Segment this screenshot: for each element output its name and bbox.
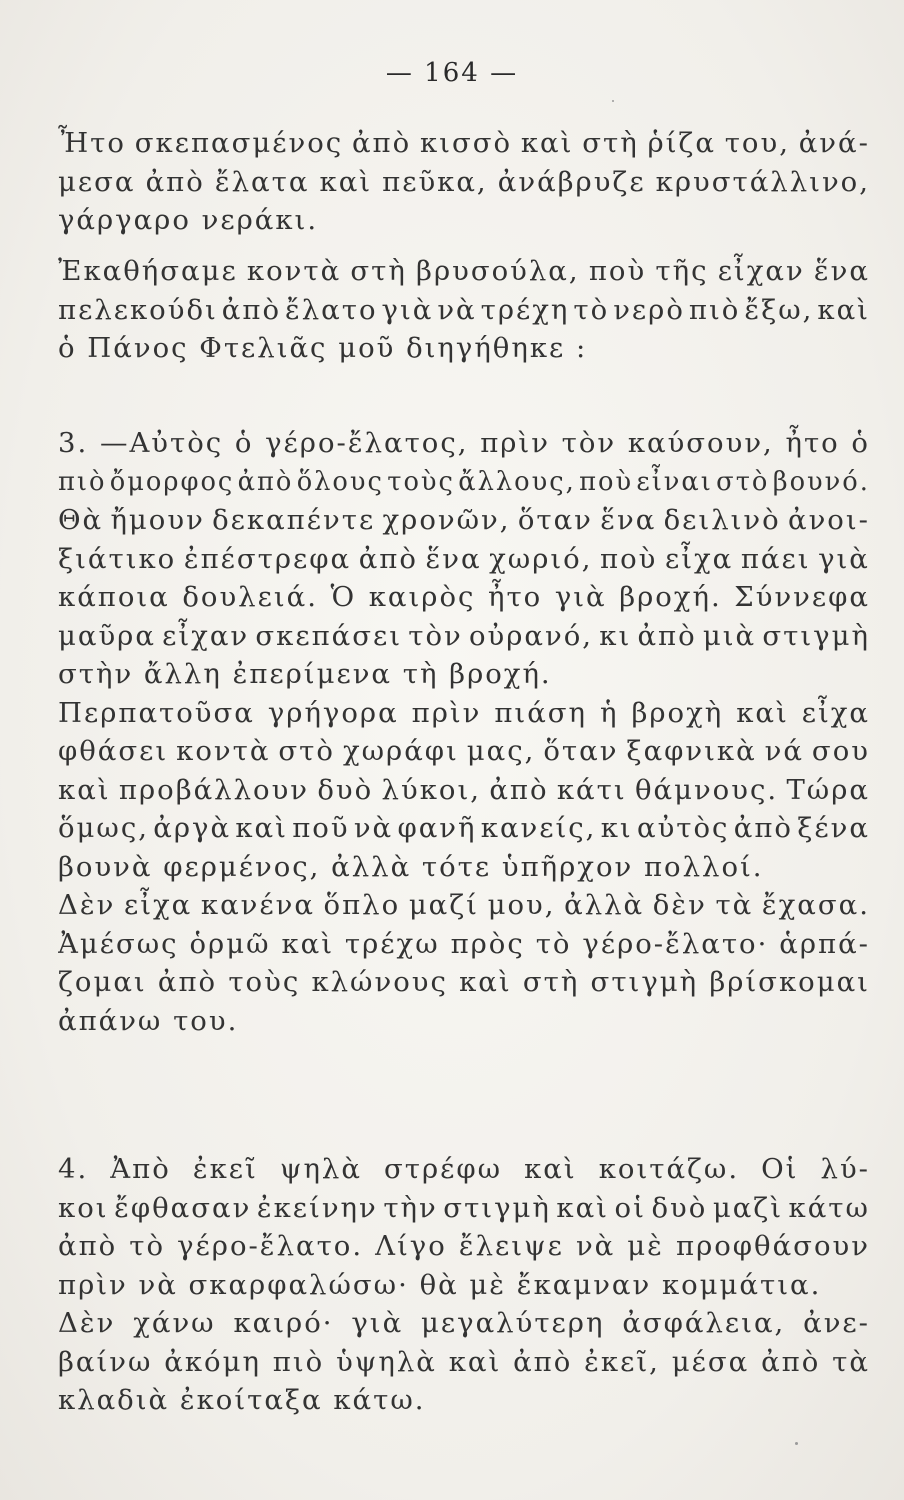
word: τὸν (408, 619, 463, 652)
word: νὰ (437, 293, 477, 326)
word: καύσουν, (627, 427, 774, 459)
word: κοντὰ (176, 735, 271, 767)
word: ψηλὰ (279, 1153, 362, 1185)
word: σου (811, 735, 870, 767)
word: Σύννεφα (734, 581, 870, 613)
text-line (58, 963, 870, 1002)
word: τῆς (655, 255, 709, 287)
word: ξιάτικο (58, 542, 177, 575)
text-line (58, 1343, 870, 1382)
word: κλώνους (311, 966, 448, 998)
text-line (58, 1189, 870, 1228)
text-line: ἀπάνω του. (58, 1004, 239, 1037)
word: Ἀμέσως (58, 927, 179, 960)
word: προφθάσουν (676, 1230, 870, 1262)
word: Οἱ (761, 1153, 799, 1185)
word: ὅταν (543, 735, 619, 767)
word: κοντὰ (246, 255, 342, 287)
word: τὸν (561, 427, 617, 459)
word: 4. (58, 1153, 89, 1185)
word: ἀπὸ (761, 1345, 821, 1378)
word: ζομαι (58, 966, 147, 998)
word: πελεκούδι (58, 293, 218, 326)
word: πάει (740, 542, 811, 575)
word: στὴ (350, 255, 407, 287)
word: ὅλους (296, 466, 384, 497)
text-line (58, 925, 870, 964)
word: ἔχασα. (761, 889, 870, 921)
word: προβάλλουν (118, 773, 310, 806)
word: αὐτὸς (637, 812, 730, 844)
word: μας, (466, 735, 536, 767)
text-line (58, 578, 870, 617)
word: κρυστάλλινο, (655, 165, 870, 198)
word: 3. (58, 427, 89, 459)
word: ἐκείνην (256, 1191, 378, 1224)
text-line (58, 732, 870, 771)
word: δυὸ (651, 1191, 708, 1224)
word: τὰ (715, 889, 754, 921)
text-line (58, 809, 870, 848)
word: πεῦκα, (382, 165, 488, 198)
word: Δὲν (58, 1307, 116, 1339)
paragraph-block-2 (58, 252, 870, 368)
word: ἐκεῖ (192, 1153, 258, 1185)
word: μεσα (58, 165, 136, 198)
word: ἤμουν (110, 504, 205, 536)
word: ὑψηλὰ (336, 1345, 437, 1378)
word: καὶ (58, 773, 111, 806)
word: ἀπὸ (358, 542, 418, 575)
word: πιὸ (272, 1345, 325, 1378)
word: ποὺ (588, 255, 647, 287)
word: οἱ (614, 1191, 646, 1224)
word: βρίσκομαι (709, 966, 870, 998)
word: στρέφω (383, 1153, 503, 1185)
word: φανῆ (397, 812, 477, 844)
word: στὸ (716, 466, 770, 497)
word: Περπατοῦσα (58, 696, 255, 729)
word: γιὰ (381, 293, 434, 326)
word: κανείς, (480, 812, 597, 844)
word: ξαφνικὰ (626, 735, 757, 767)
word: στὴ (522, 966, 580, 998)
word: μαζί (408, 889, 479, 921)
word: καὶ (524, 1153, 577, 1185)
text-line (58, 163, 870, 202)
word: ἀργὰ (153, 812, 232, 844)
word: λύκοι, (381, 773, 481, 806)
word: πρὶν (411, 696, 482, 729)
word: χάνω (133, 1307, 216, 1339)
paragraph-block-4 (58, 1150, 870, 1420)
word: πιὸ (688, 293, 741, 326)
word: σκεπάσει (255, 619, 403, 652)
word: ἕνα (600, 504, 657, 536)
text-line (58, 291, 870, 330)
word: βουνό. (772, 466, 870, 497)
word: θάμνους. (634, 773, 779, 806)
word: Θὰ (58, 504, 104, 536)
text-line (58, 1304, 870, 1343)
word: μαῦρα (58, 619, 156, 652)
paper-speck (612, 100, 614, 102)
paragraph-block-3 (58, 424, 870, 1040)
word: ὅμως, (58, 812, 149, 844)
word: ἀπὸ (221, 293, 281, 326)
paragraph-block-1 (58, 124, 870, 240)
text-line (58, 886, 870, 925)
word: κάποια (58, 581, 170, 613)
word: νά (764, 735, 804, 767)
text-line (58, 424, 870, 463)
word: καὶ (736, 696, 789, 729)
word: τοὺς (228, 966, 301, 998)
word: κι (599, 619, 632, 652)
word: τὸ (573, 293, 610, 326)
word: δυὸ (317, 773, 374, 806)
word: γιὰ (351, 1307, 404, 1339)
word: ἕνα (813, 255, 870, 287)
word: καὶ (319, 165, 373, 198)
word: Τώρα (786, 773, 870, 806)
word: ἔλειψε (458, 1230, 564, 1262)
word: ποὺ (600, 542, 658, 575)
word: του, (724, 127, 790, 159)
word: εἶναι (636, 466, 713, 497)
word: Ἀπὸ (110, 1153, 171, 1185)
word: χωράφι (342, 735, 459, 767)
word: ποῦ (292, 812, 350, 844)
word: καὶ (281, 927, 334, 960)
word: ἀσφάλεια, (622, 1307, 786, 1339)
word: χρονῶν, (382, 504, 511, 536)
word: κοι (58, 1191, 109, 1224)
word: Δὲν (58, 889, 116, 921)
word: κάτι (556, 773, 627, 806)
word: βρυσούλα, (416, 255, 580, 287)
page-number: — 164 — (385, 58, 519, 88)
word: τὰ (832, 1345, 870, 1378)
word: μεγαλύτερη (421, 1307, 605, 1339)
word: ἔλατο (285, 293, 378, 326)
word: βαίνω (58, 1345, 153, 1378)
word: γέρο-ἔλατος, (265, 427, 469, 459)
word: κάτω (788, 1191, 870, 1224)
text-line (58, 617, 870, 656)
word: καὶ (520, 127, 574, 159)
word: ἦτο (785, 427, 840, 459)
text-line (58, 124, 870, 163)
word: Λίγο (375, 1230, 447, 1262)
text-line: ὁ Πάνος Φτελιᾶς μοῦ διηγήθηκε : (58, 332, 588, 364)
word: βροχὴ (631, 696, 724, 729)
word: τὸ (535, 927, 572, 960)
word: φθάσει (58, 735, 169, 767)
text-line (58, 540, 870, 579)
word: βροχή. (619, 581, 722, 613)
word: ἀπὸ (489, 773, 549, 806)
word: ὁρμῶ (189, 927, 271, 960)
text-line (58, 463, 870, 502)
word: ἀνάβρυζε (497, 165, 646, 198)
text-line: κλαδιὰ ἐκοίταξα κάτω. (58, 1384, 426, 1416)
word: δεκαπέντε (212, 504, 376, 536)
word: κανένα (200, 889, 315, 921)
word: ἀπὸ (351, 127, 412, 159)
word: ἄλλους, (458, 466, 576, 497)
word: ἀπὸ (513, 1345, 573, 1378)
word: ἔλατα (214, 165, 310, 198)
word: τὴν (383, 1191, 438, 1224)
word: μαζὶ (712, 1191, 783, 1224)
text-line (58, 1150, 870, 1189)
word: —Αὐτὸς (99, 427, 224, 459)
word: δὲν (652, 889, 707, 921)
word: ἕνα (425, 542, 482, 575)
word: πιὸ (58, 466, 107, 497)
text-line (58, 771, 870, 810)
word: ὅταν (517, 504, 593, 536)
word: ἀκόμη (164, 1345, 261, 1378)
text-line: βουνὰ φερμένος, ἀλλὰ τότε ὑπῆρχον πολλοί. (58, 850, 764, 883)
word: εἶχαν (162, 619, 250, 652)
word: μου, (487, 889, 556, 921)
word: κοιτάζω. (598, 1153, 740, 1185)
word: ἀνε- (803, 1307, 870, 1339)
word: οὐρανό, (468, 619, 594, 652)
word: μὲ (627, 1230, 664, 1262)
word: σκεπασμένος (134, 127, 344, 159)
word: στιγμὴ (590, 966, 699, 998)
word: ἀπὸ (157, 966, 218, 998)
word: ὁ (851, 427, 870, 459)
word: ἡ (600, 696, 619, 729)
word: γιὰ (554, 581, 607, 613)
word: Ἦτο (58, 127, 126, 159)
word: εἶχαν (717, 255, 805, 287)
word: νὰ (353, 812, 394, 844)
word: ἐπέστρεφα (183, 542, 352, 575)
word: καὶ (556, 1191, 609, 1224)
word: ξένα (797, 812, 870, 844)
word: πιάση (494, 696, 588, 729)
word: στιγμὴ (762, 619, 870, 652)
word: ἐκεῖ, (584, 1345, 660, 1378)
word: ἁρπά- (779, 927, 870, 960)
word: εἶχα (801, 696, 870, 729)
word: δειλινὸ (663, 504, 781, 536)
word: καὶ (459, 966, 512, 998)
word: ὄμορφος (109, 466, 235, 497)
word: ἔξω, (744, 293, 814, 326)
text-line (58, 1227, 870, 1266)
paper-speck (795, 1442, 798, 1445)
word: ὅπλο (323, 889, 401, 921)
text-line: γάργαρο νεράκι. (58, 204, 319, 236)
word: ἀπὸ (637, 619, 697, 652)
word: ῥίζα (647, 127, 716, 159)
word: τὸ (129, 1230, 166, 1262)
word: πρὶν (480, 427, 550, 459)
word: νερὸ (613, 293, 685, 326)
word: γιὰ (818, 542, 870, 575)
text-line: πρὶν νὰ σκαρφαλώσω· θὰ μὲ ἔκαμναν κομμάτια. (58, 1268, 822, 1301)
word: στὴ (582, 127, 639, 159)
word: καιρό· (233, 1307, 334, 1339)
text-line: στὴν ἄλλη ἐπερίμενα τὴ βροχή. (58, 658, 552, 690)
word: λύ- (820, 1153, 870, 1185)
word: εἶχα (664, 542, 734, 575)
word: ἔφθασαν (114, 1191, 252, 1224)
word: ἀνοι- (788, 504, 870, 536)
word: ἀπὸ (733, 812, 793, 844)
word: ἀπὸ (145, 165, 205, 198)
word: γέρο-ἔλατο. (177, 1230, 364, 1262)
word: εἶχα (123, 889, 193, 921)
word: ἀλλὰ (564, 889, 645, 921)
word: καιρὸς (368, 581, 476, 613)
word: καὶ (448, 1345, 502, 1378)
word: στὸ (278, 735, 335, 767)
word: μιὰ (702, 619, 757, 652)
word: γέρο-ἔλατο· (582, 927, 769, 960)
word: κι (600, 812, 633, 844)
word: μέσα (671, 1345, 750, 1378)
text-line (58, 501, 870, 540)
word: καὶ (817, 293, 870, 326)
word: στιγμὴ (443, 1191, 551, 1224)
word: καὶ (235, 812, 288, 844)
word: ἀνά- (798, 127, 870, 159)
text-line (58, 252, 870, 291)
word: τοὺς (387, 466, 455, 497)
word: Ἐκαθήσαμε (58, 255, 238, 287)
word: ὁ (234, 427, 254, 459)
word: νὰ (575, 1230, 616, 1262)
word: ἦτο (487, 581, 543, 613)
text-line (58, 694, 870, 733)
word: ἀπὸ (58, 1230, 118, 1262)
word: ποὺ (579, 466, 634, 497)
word: κισσὸ (419, 127, 513, 159)
word: χωριό, (489, 542, 593, 575)
word: πρὸς (450, 927, 525, 960)
word: δουλειά. (182, 581, 318, 613)
word: Ὁ (330, 581, 357, 613)
word: τρέχω (344, 927, 440, 960)
word: γρήγορα (267, 696, 399, 729)
word: τρέχη (480, 293, 570, 326)
word: ἀπὸ (237, 466, 294, 497)
